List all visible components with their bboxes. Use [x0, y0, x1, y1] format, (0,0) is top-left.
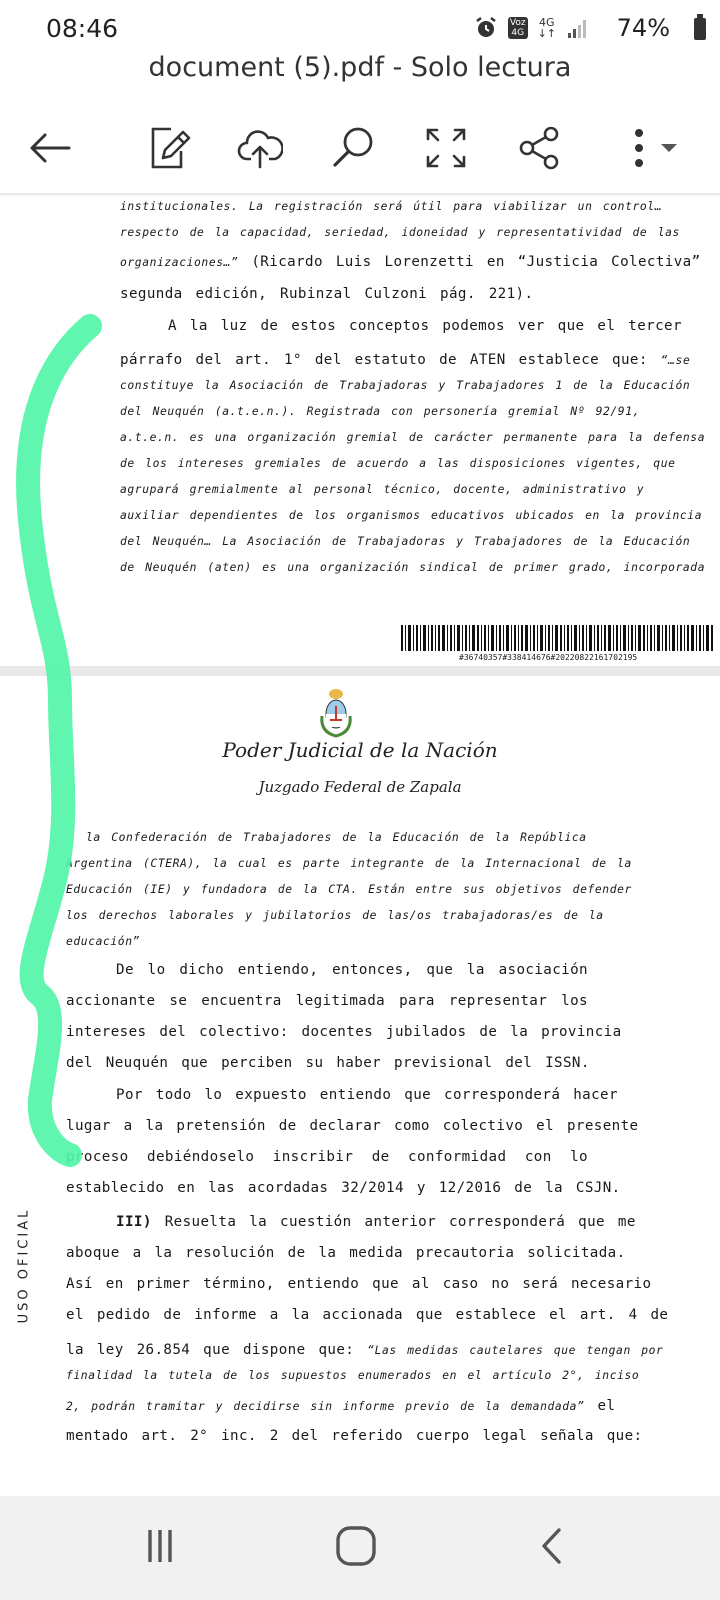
more-vertical-icon: [613, 125, 683, 171]
text-line: de Neuquén (aten) es una organización sindical de primer grado, incorporada: [120, 561, 706, 574]
text-line: los derechos laborales y jubilatorios de las/os trabajadoras/es de la: [66, 909, 604, 922]
barcode: [401, 625, 715, 651]
edit-button[interactable]: [142, 122, 194, 174]
text-line: respecto de la capacidad, seriedad, idoneidad y representatividad de las: [120, 226, 680, 239]
text-line: Argentina (CTERA), la cual es parte integrante de la Internacional de la: [66, 857, 632, 870]
search-icon: [331, 125, 377, 171]
text-line: a.t.e.n. es una organización gremial de carácter permanente para la defensa: [120, 431, 706, 444]
more-options-button[interactable]: [608, 122, 688, 174]
argentina-crest-icon: [316, 686, 356, 738]
toolbar: [0, 110, 720, 186]
text-line: de los intereses gremiales de acuerdo a las disposiciones vigentes, que: [120, 457, 676, 470]
network-type: 4G ↓↑: [537, 16, 556, 40]
text-line: educación”: [66, 935, 141, 948]
text-line: finalidad la tutela de los supuestos enumerados en el artículo 2°, inciso: [66, 1369, 640, 1382]
text-line: el pedido de informe a la accionada que establece el art. 4 de: [66, 1307, 669, 1323]
signal-icon: [566, 17, 588, 39]
text-line: institucionales. La registración será útil para viabilizar un control…: [120, 200, 663, 213]
page-gap: [0, 666, 720, 676]
navigation-bar: [0, 1496, 720, 1600]
recents-icon: [140, 1526, 180, 1566]
document-title: document (5).pdf - Solo lectura: [148, 52, 572, 83]
cloud-upload-icon: [237, 125, 283, 171]
text-line: constituye la Asociación de Trabajadoras y Trabajadores 1 de la Educación: [120, 379, 691, 392]
text-line: la ley 26.854 que dispone que: “Las medidas cautelares que tengan por: [66, 1342, 664, 1358]
text-line: III) Resuelta la cuestión anterior corresponderá que me: [116, 1214, 636, 1230]
text-line: 2, podrán tramitar y decidirse sin informe previo de la demandada” el: [66, 1398, 616, 1414]
home-button[interactable]: [326, 1520, 386, 1572]
share-button[interactable]: [514, 122, 566, 174]
text-line: párrafo del art. 1° del estatuto de ATEN establece que: “…se: [120, 352, 691, 368]
text-line: accionante se encuentra legitimada para representar los: [66, 993, 588, 1009]
text-line: del Neuquén (a.t.e.n.). Registrada con personería gremial Nº 92/91,: [120, 405, 640, 418]
court-subname: Juzgado Federal de Zapala: [258, 778, 462, 796]
text-line: mentado art. 2° inc. 2 del referido cuerpo legal señala que:: [66, 1428, 643, 1444]
text-line: organizaciones…” (Ricardo Luis Lorenzetti en “Justicia Colectiva”: [120, 254, 701, 270]
status-bar: [0, 0, 720, 60]
text-line: auxiliar dependientes de los organismos educativos ubicados en la provincia: [120, 509, 703, 522]
back-button[interactable]: [24, 122, 76, 174]
nav-back-button[interactable]: [522, 1520, 582, 1572]
text-line: la Confederación de Trabajadores de la Educación de la República: [86, 831, 587, 844]
edit-icon: [145, 125, 191, 171]
status-icons: [474, 16, 588, 40]
alarm-icon: [474, 16, 498, 40]
barcode-text: #36740357#338414676#20220822161702195: [459, 653, 638, 662]
text-line: intereses del colectivo: docentes jubilados de la provincia: [66, 1024, 622, 1040]
share-icon: [517, 125, 563, 171]
text-line: segunda edición, Rubinzal Culzoni pág. 221).: [120, 286, 534, 302]
search-button[interactable]: [328, 122, 380, 174]
text-line: aboque a la resolución de la medida precautoria solicitada.: [66, 1245, 626, 1261]
text-line: proceso debiéndoselo inscribir de conformidad con lo: [66, 1149, 588, 1165]
pdf-page-1: [0, 197, 720, 671]
text-line: De lo dicho entiendo, entonces, que la asociación: [116, 962, 588, 978]
text-line: agrupará gremialmente al personal técnico, docente, administrativo y: [120, 483, 645, 496]
fullscreen-button[interactable]: [420, 122, 472, 174]
text-line: del Neuquén que perciben su haber previsional del ISSN.: [66, 1055, 590, 1071]
status-time: 08:46: [46, 14, 119, 43]
recents-button[interactable]: [130, 1520, 190, 1572]
text-line: establecido en las acordadas 32/2014 y 12/2016 de la CSJN.: [66, 1180, 621, 1196]
volte-badge: Voz 4G: [509, 18, 526, 38]
back-arrow-icon: [27, 125, 73, 171]
text-line: Por todo lo expuesto entiendo que corresponderá hacer: [116, 1087, 618, 1103]
battery-percent: 74%: [616, 14, 670, 42]
battery-icon: [694, 18, 706, 40]
text-line: del Neuquén… La Asociación de Trabajadoras y Trabajadores de la Educación: [120, 535, 691, 548]
nav-back-icon: [532, 1526, 572, 1566]
fullscreen-icon: [423, 125, 469, 171]
text-line: Educación (IE) y fundadora de la CTA. Están entre sus objetivos defender: [66, 883, 632, 896]
text-line: Así en primer término, entiendo que al caso no será necesario: [66, 1276, 652, 1292]
home-icon: [334, 1524, 378, 1568]
court-name: Poder Judicial de la Nación: [222, 738, 498, 762]
text-line: A la luz de estos conceptos podemos ver que el tercer: [168, 318, 682, 334]
pdf-page-2: [0, 676, 720, 1496]
text-line: lugar a la pretensión de declarar como colectivo el presente: [66, 1118, 639, 1134]
side-label: USO OFICIAL: [16, 1207, 32, 1324]
upload-button[interactable]: [234, 122, 286, 174]
